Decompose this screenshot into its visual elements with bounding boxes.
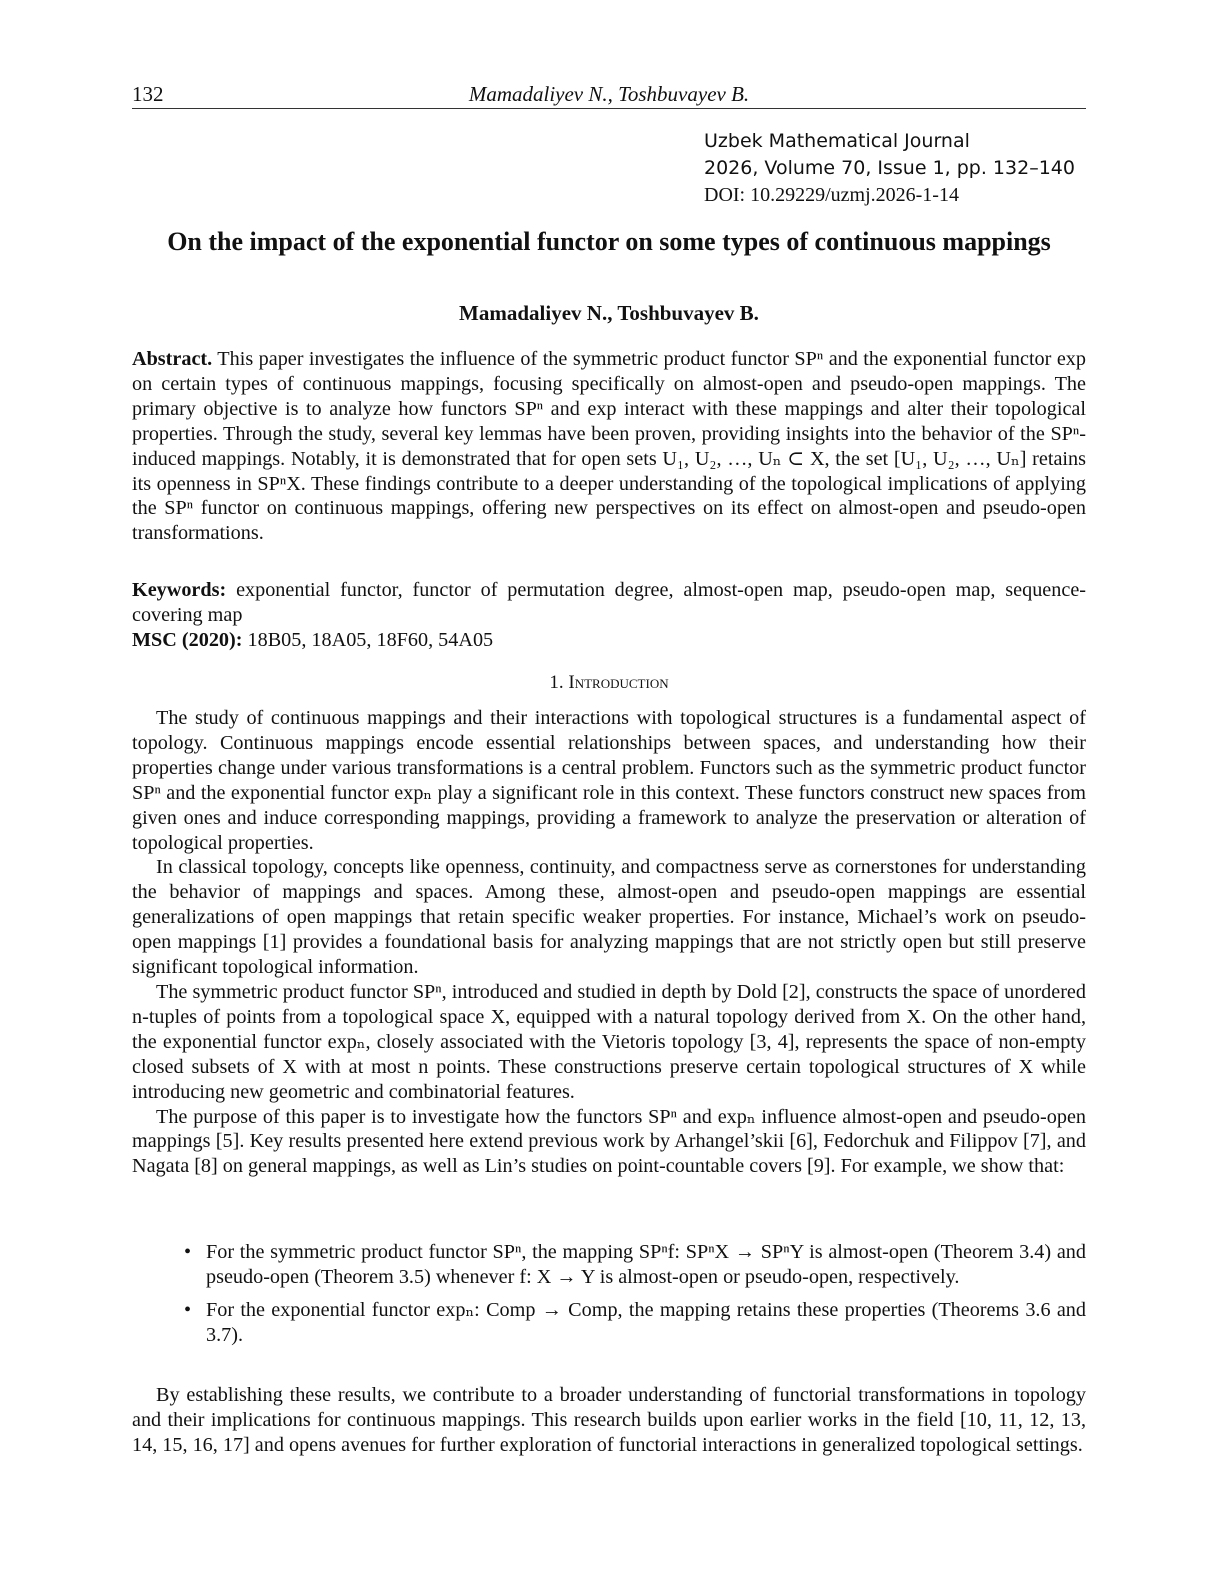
list-item-text: For the symmetric product functor SPⁿ, the mapping SPⁿf: SPⁿX → SPⁿY is almost-open (Theorem 3.4) and pseudo-open (Theorem 3.5) whenever f: X → Y is almost-open or pseudo-open, respectively. [206,1241,1086,1288]
bullet-icon: • [184,1298,192,1321]
paper-authors: Mamadaliyev N., Toshbuvayev B. [459,301,759,325]
running-title: Mamadaliyev N., Toshbuvayev B. [468,82,750,106]
paper-title: On the impact of the exponential functor on some types of continuous mappings [167,227,1051,256]
intro-paragraph: The symmetric product functor SPⁿ, introduced and studied in depth by Dold [2], constructs the space of unordered n-tuples of points from a topological space X, equipped with a natural topology derived from X. On the other hand, the exponential functor expₙ, closely associated with the Vietoris topology [3, 4], represents the space of non-empty closed subsets of X with at most n points. These constructions preserve certain topological structures of X while introducing new geometric and combinatorial features. [132,980,1086,1103]
introduction [132,706,1086,1179]
msc-text: 18B05, 18A05, 18F60, 54A05 [247,629,494,651]
closing-paragraph [132,1383,1086,1458]
bullet-icon: • [184,1241,192,1263]
keywords [132,578,1086,628]
running-header [132,82,1086,109]
results-list [184,1240,1086,1356]
page-number: 132 [132,82,164,106]
intro-paragraph: In classical topology, concepts like openness, continuity, and compactness serve as cornerstones for understanding the behavior of mappings and spaces. Among these, almost-open and pseudo-open mappings are essential generalizations of open mappings that retain specific weaker properties. For instance, Michael’s work on pseudo-open mappings [1] provides a foundational basis for analyzing mappings that are not strictly open but still preserve significant topological information. [132,856,1086,979]
list-item [184,1240,1086,1290]
list-item [184,1298,1086,1348]
journal-name: Uzbek Mathematical Journal [704,130,970,152]
abstract [132,347,1086,546]
list-item-text: For the exponential functor expₙ: Comp → Comp, the mapping retains these properties (Theorems 3.6 and 3.7). [206,1298,1086,1346]
journal-doi[interactable]: DOI: 10.29229/uzmj.2026-1-14 [704,184,959,206]
intro-paragraph: The study of continuous mappings and their interactions with topological structures is a fundamental aspect of topology. Continuous mappings encode essential relationships between spaces, and understanding how their properties change under various transformations is a central problem. Functors such as the symmetric product functor SPⁿ and the exponential functor expₙ play a significant role in this context. These functors construct new spaces from given ones and induce corresponding mappings, providing a framework to analyze the preservation or alteration of topological properties. [132,707,1086,854]
section-heading: 1. Introduction [549,672,669,693]
keywords-text: exponential functor, functor of permutation degree, almost-open map, pseudo-open map, sequence-covering map [132,579,1087,626]
closing-text: By establishing these results, we contribute to a broader understanding of functorial transformations in topology and their implications for continuous mappings. This research builds upon earlier works in the field [10, 11, 12, 13, 14, 15, 16, 17] and opens avenues for further exploration of functorial interactions in generalized topological settings. [132,1384,1086,1456]
intro-paragraph: The purpose of this paper is to investigate how the functors SPⁿ and expₙ influence almost-open and pseudo-open mappings [5]. Key results presented here extend previous work by Arhangel’skii [6], Fedorchuk and Filippov [7], and Nagata [8] on general mappings, as well as Lin’s studies on point-countable covers [9]. For example, we show that: [132,1105,1086,1178]
abstract-text: This paper investigates the influence of the symmetric product functor SPⁿ and the exponential functor exp on certain types of continuous mappings, focusing specifically on almost-open and pseudo-open mappings. The primary objective is to analyze how functors SPⁿ and exp interact with these mappings and alter their topological properties. Through the study, several key lemmas have been proven, providing insights into the behavior of the SPⁿ-induced mappings. Notably, it is demonstrated that for open sets U₁, U₂, …, Uₙ ⊂ X, the set [U₁, U₂, …, Uₙ] retains its openness in SPⁿX. These findings contribute to a deeper understanding of the topological implications of applying the SPⁿ functor on continuous mappings, offering new perspectives on its effect on almost-open and pseudo-open transformations. [132,348,1086,545]
keywords-label: Keywords: [132,579,227,601]
abstract-label: Abstract. [132,348,213,370]
msc-codes [132,628,1086,653]
journal-issue: 2026, Volume 70, Issue 1, pp. 132–140 [704,157,1075,179]
msc-label: MSC (2020): [132,629,243,651]
journal-info [704,128,1075,209]
